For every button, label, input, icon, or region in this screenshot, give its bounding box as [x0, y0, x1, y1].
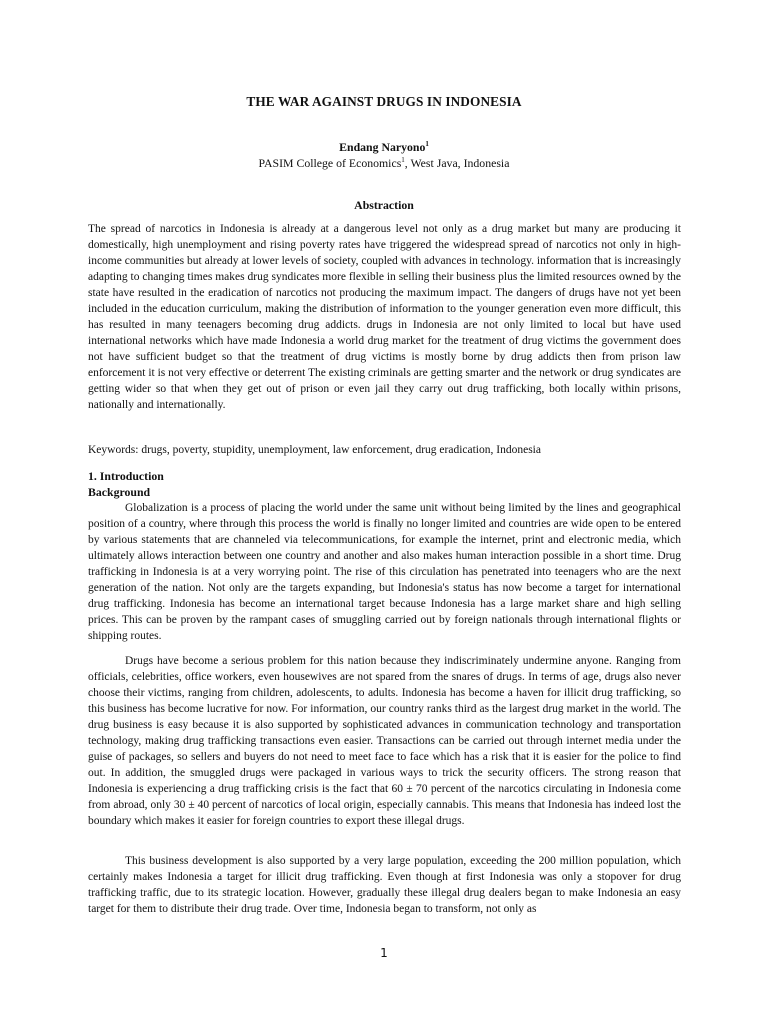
author-name: Endang Naryono: [339, 140, 426, 154]
paper-title: THE WAR AGAINST DRUGS IN INDONESIA: [246, 94, 522, 109]
body-paragraph: This business development is also supported by a very large population, exceeding the 200 million population, which certainly makes Indonesia a target for illicit drug trafficking. Even though at first Indonesia was only a stopover for drug trafficking traffic, due to its strategic location. However, gradually these illegal drug dealers began to make Indonesia an easy target for them to distribute their drug trade. Over time, Indonesia began to transform, not only as: [88, 855, 681, 915]
body-paragraph: Drugs have become a serious problem for this nation because they indiscriminately undermine anyone. Ranging from officials, celebrities, office workers, even housewives are not spared from the snares of drugs. In terms of age, drugs also never choose their victims, ranging from children, adolescents, to adults. Indonesia has become a haven for illicit drug trafficking, so this business has become lucrative for now. For information, our country ranks third as the largest drug market in the world. The drug business is easy because it is also supported by sophisticated advances in communication technology and transportation technology, making drug trafficking transactions even easier. Transactions can be carried out through internet media under the guise of packages, so sellers and buyers do not need to meet face to face which has a risk that it is easier for the police to find out. In addition, the smuggled drugs were packaged in various ways to trick the security officers. The strong reason that Indonesia is experiencing a drug trafficking crisis is the fact that 60 ± 70 percent of the narcotics circulating in Indonesia come from abroad, only 30 ± 40 percent of narcotics of local origin, especially cannabis. This means that Indonesia has indeed lost the boundary which makes it easier for foreign countries to export these illegal drugs.: [88, 655, 681, 827]
affiliation-location: , West Java, Indonesia: [404, 156, 510, 170]
affiliation-superscript: 1: [401, 156, 405, 164]
body-paragraph: Globalization is a process of placing the world under the same unit without being limited by the lines and geographical position of a country, where through this process the world is finally no longer limited and countries are wide open to be entered by various statements that are channeled via telecommunications, for example the internet, print and electronic media, which ultimately allows interaction between one country and another and also makes human interaction possible in a short time. Drug trafficking in Indonesia is at a very worrying point. The rise of this circulation has penetrated into teenagers who are the next generation of the nation. Not only are the targets expanding, but Indonesia's status has now become a target for international drug trafficking. Indonesia has become an international target because Indonesia has a large market share and high selling prices. This can be proven by the rampant cases of smuggling carried out by foreign nationals through international flights or shipping routes.: [88, 502, 681, 642]
author-line: [0, 140, 768, 155]
affiliation-line: [0, 156, 768, 171]
page-number: 1: [380, 946, 388, 960]
section-heading-introduction: 1. Introduction: [88, 469, 164, 483]
keywords: Keywords: drugs, poverty, stupidity, unemployment, law enforcement, drug eradication, Indonesia: [88, 444, 541, 456]
author-superscript: 1: [425, 140, 429, 148]
abstract-heading: Abstraction: [354, 198, 414, 212]
abstract-text: The spread of narcotics in Indonesia is already at a dangerous level not only as a drug market but many are producing it domestically, high unemployment and rising poverty rates have triggered the widespread spread of narcotics not only in high-income communities but already at lower levels of society, coupled with advances in technology. information that is increasingly adapting to changing times makes drug syndicates more flexible in selling their business plus the limited resources owned by the state have resulted in the eradication of narcotics not producing the maximum impact. The dangers of drugs have not yet been included in the education curriculum, making the distribution of information to the younger generation even more difficult, this has resulted in many teenagers becoming drug addicts. drugs in Indonesia are not only limited to local but have used international networks which have made Indonesia a world drug market for the treatment of drug victims the government does not have sufficient budget so that the treatment of drug victims is mostly borne by drug addicts then from prison law enforcement it is not very effective or deterrent The existing criminals are getting smarter and the network or drug syndicates are getting wider so that when they get out of prison or even jail they carry out drug trafficking, both locally within prisons, nationally and internationally.: [88, 223, 681, 411]
affiliation-name: PASIM College of Economics: [258, 156, 402, 170]
subsection-heading-background: Background: [88, 485, 151, 499]
